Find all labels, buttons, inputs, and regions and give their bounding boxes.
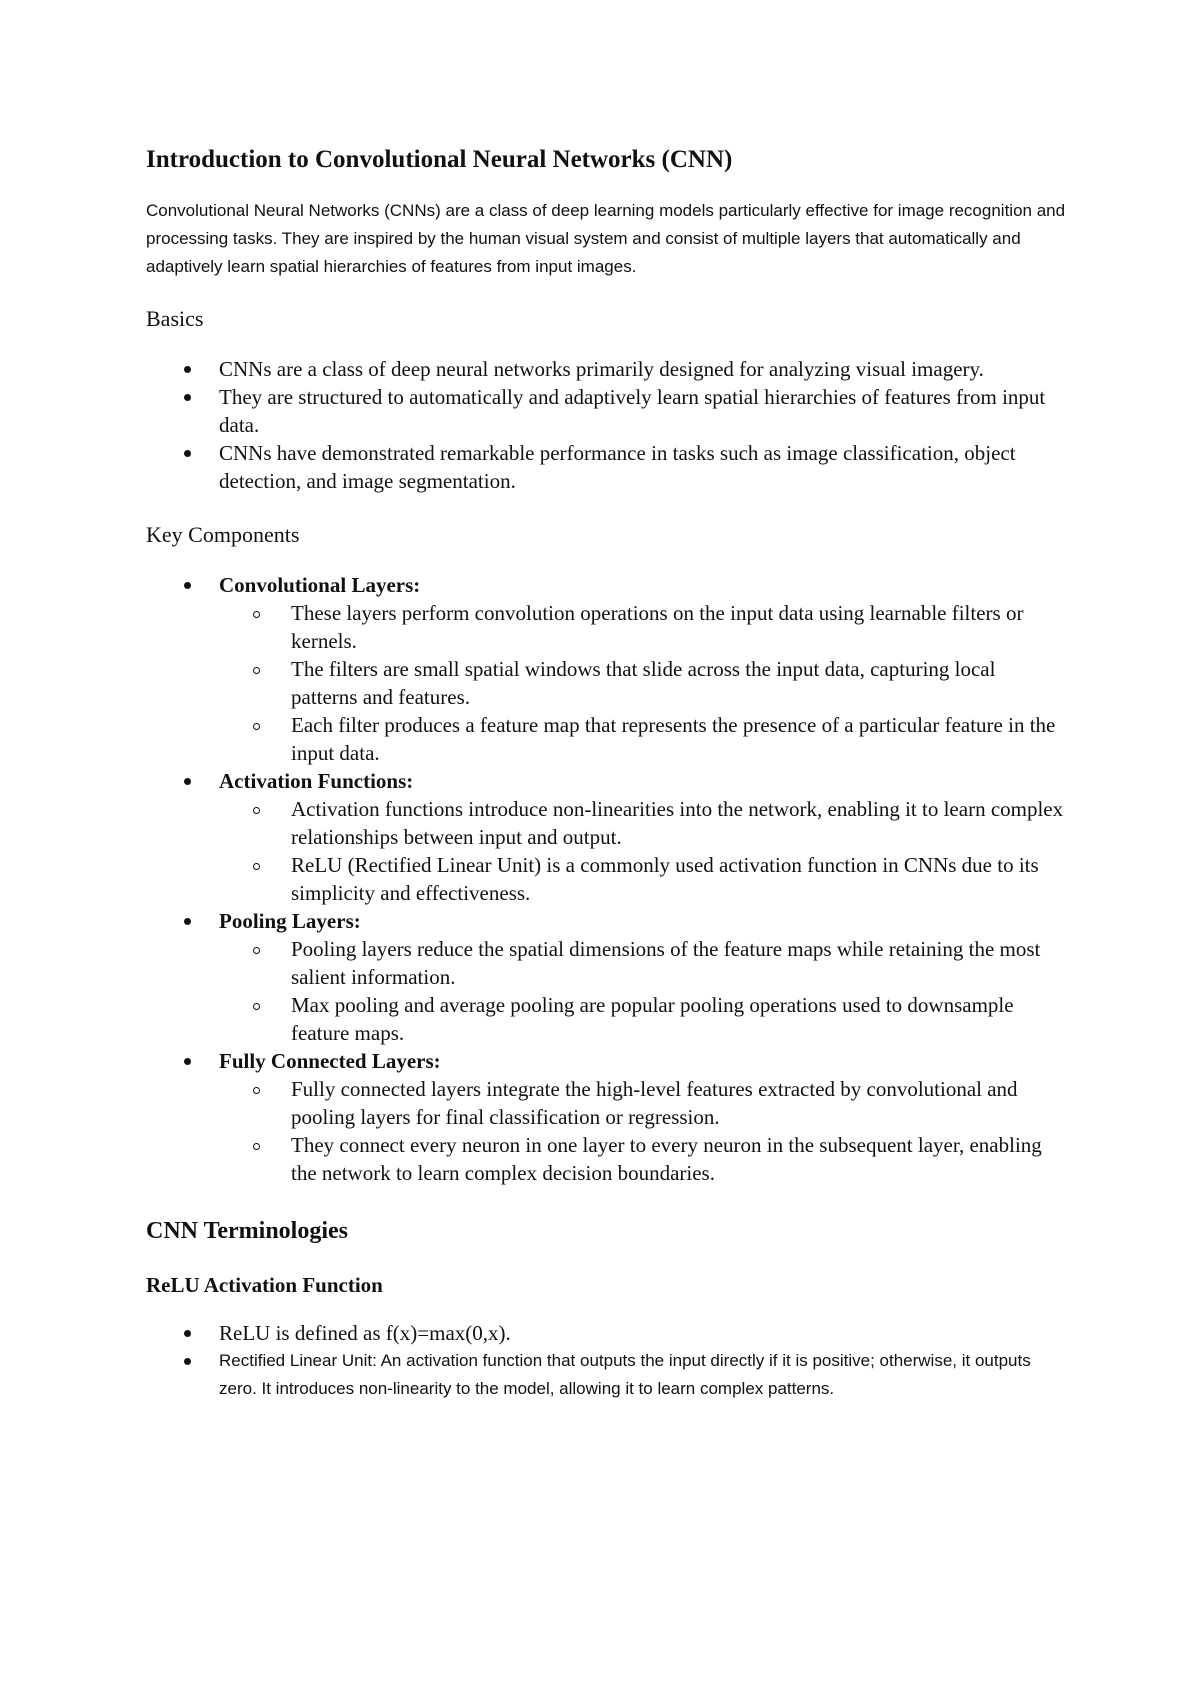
sub-list-item: ReLU (Rectified Linear Unit) is a commonly used activation function in CNNs due to its simplicity and effectiveness. bbox=[218, 851, 1066, 907]
document-title: Introduction to Convolutional Neural Networks (CNN) bbox=[146, 146, 733, 173]
list-item bbox=[146, 767, 1066, 907]
list-item bbox=[146, 1347, 1066, 1403]
bullet-icon bbox=[184, 582, 191, 589]
sub-list-item: Max pooling and average pooling are popular pooling operations used to downsample feature maps. bbox=[218, 991, 1066, 1047]
key-components-heading: Key Components bbox=[146, 522, 300, 547]
relu-heading: ReLU Activation Function bbox=[146, 1273, 383, 1297]
list-item: CNNs are a class of deep neural networks primarily designed for analyzing visual imagery. bbox=[146, 355, 1066, 383]
key-components-list bbox=[146, 571, 1066, 1187]
list-item bbox=[146, 1047, 1066, 1187]
bullet-icon bbox=[184, 394, 191, 401]
sub-list bbox=[219, 795, 1066, 907]
bullet-icon bbox=[184, 450, 191, 457]
list-item bbox=[146, 571, 1066, 767]
bullet-icon bbox=[184, 778, 191, 785]
sub-list-item: Fully connected layers integrate the high-level features extracted by convolutional and pooling layers for final classification or regression. bbox=[218, 1075, 1066, 1131]
sub-list-item: The filters are small spatial windows that slide across the input data, capturing local patterns and features. bbox=[218, 655, 1066, 711]
sub-list bbox=[219, 935, 1066, 1047]
sub-list-item: Pooling layers reduce the spatial dimensions of the feature maps while retaining the most salient information. bbox=[218, 935, 1066, 991]
document-page bbox=[146, 145, 1066, 1403]
list-item bbox=[146, 907, 1066, 1047]
circle-bullet-icon bbox=[253, 1003, 260, 1010]
basics-heading: Basics bbox=[146, 306, 204, 331]
basics-list bbox=[146, 355, 1066, 495]
sub-list-item: These layers perform convolution operations on the input data using learnable filters or kernels. bbox=[218, 599, 1066, 655]
term-description: An activation function that outputs the input directly if it is positive; otherwise, it outputs zero. It introduces non-linearity to the model, allowing it to learn complex patterns. bbox=[219, 1351, 1031, 1398]
bullet-icon bbox=[184, 1330, 191, 1337]
circle-bullet-icon bbox=[253, 667, 260, 674]
term-label: Rectified Linear Unit: bbox=[219, 1351, 377, 1370]
circle-bullet-icon bbox=[253, 723, 260, 730]
component-label: Activation Functions: bbox=[219, 769, 414, 793]
sub-list-item: Each filter produces a feature map that represents the presence of a particular feature in the input data. bbox=[218, 711, 1066, 767]
component-label: Fully Connected Layers: bbox=[219, 1049, 441, 1073]
sub-list-item: They connect every neuron in one layer to every neuron in the subsequent layer, enabling the network to learn complex decision boundaries. bbox=[218, 1131, 1066, 1187]
sub-list bbox=[219, 1075, 1066, 1187]
sub-list-item: Activation functions introduce non-linearities into the network, enabling it to learn complex relationships between input and output. bbox=[218, 795, 1066, 851]
intro-paragraph: Convolutional Neural Networks (CNNs) are a class of deep learning models particularly effective for image recognition and processing tasks. They are inspired by the human visual system and consist of multiple layers that automatically and adaptively learn spatial hierarchies of features from input images. bbox=[146, 201, 1066, 276]
list-item: They are structured to automatically and adaptively learn spatial hierarchies of features from input data. bbox=[146, 383, 1066, 439]
component-label: Convolutional Layers: bbox=[219, 573, 421, 597]
bullet-icon bbox=[184, 918, 191, 925]
circle-bullet-icon bbox=[253, 947, 260, 954]
circle-bullet-icon bbox=[253, 1087, 260, 1094]
list-item: ReLU is defined as f(x)=max(0,x). bbox=[146, 1319, 1066, 1347]
bullet-icon bbox=[184, 1358, 191, 1365]
bullet-icon bbox=[184, 366, 191, 373]
circle-bullet-icon bbox=[253, 1143, 260, 1150]
bullet-icon bbox=[184, 1058, 191, 1065]
component-label: Pooling Layers: bbox=[219, 909, 361, 933]
list-item: CNNs have demonstrated remarkable performance in tasks such as image classification, object detection, and image segmentation. bbox=[146, 439, 1066, 495]
cnn-terminologies-heading: CNN Terminologies bbox=[146, 1218, 349, 1244]
circle-bullet-icon bbox=[253, 807, 260, 814]
circle-bullet-icon bbox=[253, 863, 260, 870]
sub-list bbox=[219, 599, 1066, 767]
circle-bullet-icon bbox=[253, 611, 260, 618]
relu-list bbox=[146, 1319, 1066, 1403]
